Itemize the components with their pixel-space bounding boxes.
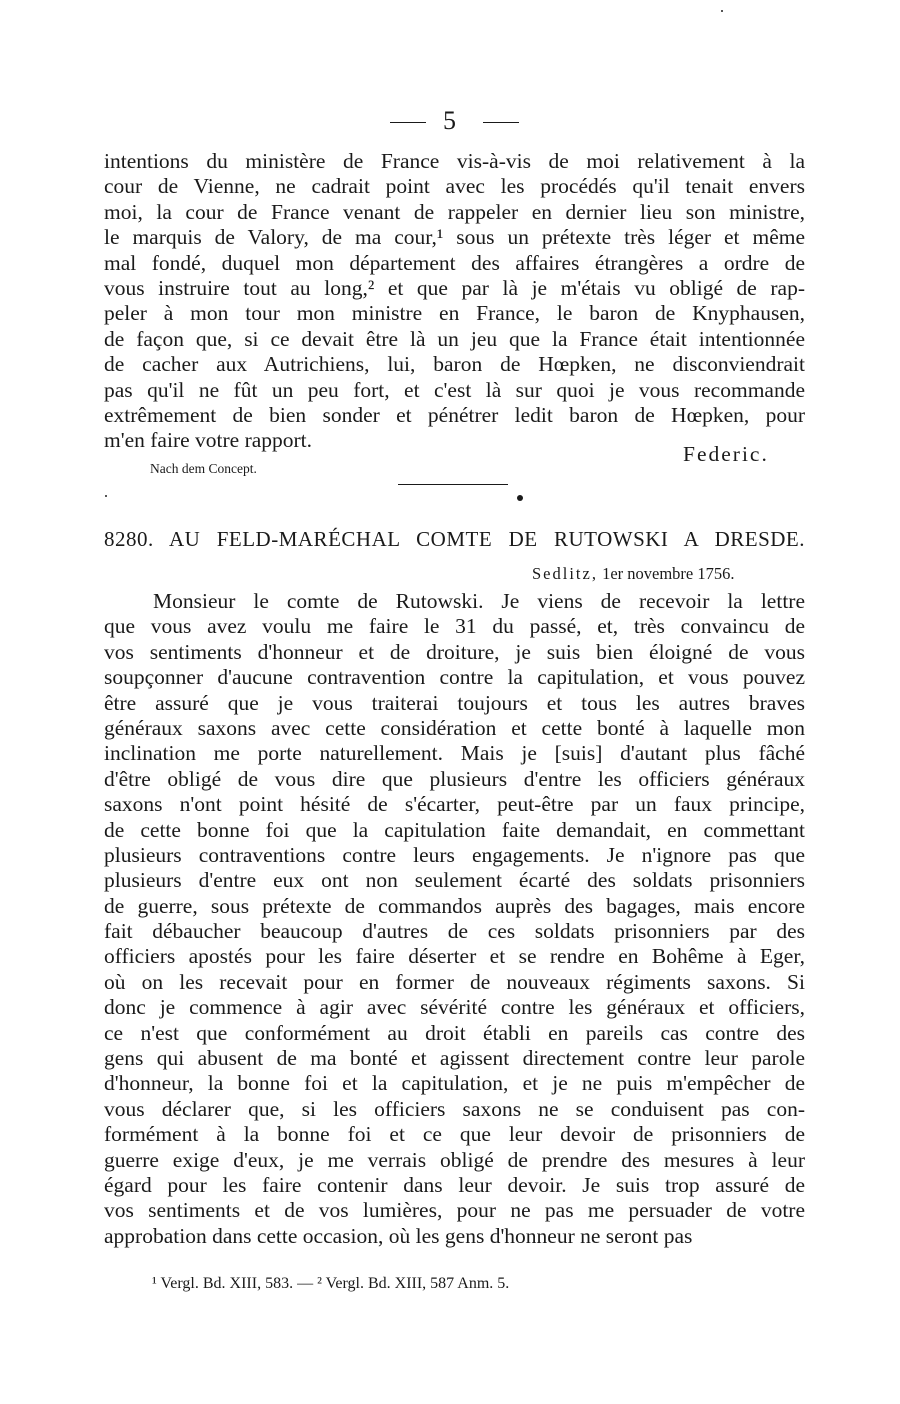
text-line: vos sentiments d'honneur et de droiture, je suis bien éloigné de vous	[104, 639, 805, 664]
text-line: de façon que, si ce devait être là un jeu que la France était intentionnée	[104, 326, 805, 351]
text-line: extrêmement de bien sonder et pénétrer ledit baron de Hœpken, pour	[104, 402, 805, 427]
letter2-body	[104, 589, 805, 1249]
print-speck	[105, 495, 107, 497]
text-line: de cacher aux Autrichiens, lui, baron de Hœpken, ne disconviendrait	[104, 352, 805, 377]
text-line: m'en faire votre rapport.	[104, 428, 313, 453]
dateline-date: 1er novembre 1756.	[602, 564, 735, 583]
text-line: ce n'est que conformément au droit établi en pareils cas contre des	[104, 1020, 805, 1045]
text-line: Monsieur le comte de Rutowski. Je viens de recevoir la lettre	[153, 589, 805, 613]
text-line: fait débaucher beaucoup d'autres de ces soldats prisonniers par des	[104, 919, 805, 944]
text-line: donc je commence à agir avec sévérité contre les généraux et officiers,	[104, 995, 805, 1020]
text-line: intentions du ministère de France vis-à-vis de moi relativement à la	[104, 149, 805, 173]
text-line: saxons n'ont point hésité de s'écarter, peut-être par un faux principe,	[104, 792, 805, 817]
text-line: plusieurs d'entre eux ont non seulement écarté des soldats prisonniers	[104, 868, 805, 893]
text-line: mal fondé, duquel mon département des affaires étrangères a ordre de	[104, 250, 805, 275]
text-line: égard pour les faire contenir dans leur devoir. Je suis trop assuré de	[104, 1172, 805, 1197]
text-line: vous déclarer que, si les officiers saxons ne se conduisent pas con-	[104, 1096, 805, 1121]
text-line: que vous avez voulu me faire le 31 du passé, et, très convaincu de	[104, 614, 805, 639]
text-line: vos sentiments et de vos lumières, pour ne pas me persuader de votre	[104, 1198, 805, 1223]
section-divider	[398, 484, 508, 485]
text-line: d'être obligé de vous dire que plusieurs d'entre les officiers généraux	[104, 766, 805, 791]
text-line: inclination me porte naturellement. Mais je [suis] d'autant plus fâché	[104, 741, 805, 766]
page-number: 5	[443, 106, 456, 135]
text-line: généraux saxons avec cette considération et cette bonté à laquelle mon	[104, 715, 805, 740]
text-line: le marquis de Valory, de ma cour,¹ sous un prétexte très léger et même	[104, 225, 805, 250]
text-line: soupçonner d'aucune contravention contre la capitulation, et vous pouvez	[104, 665, 805, 690]
text-line: cour de Vienne, ne cadrait point avec les procédés qu'il tenait envers	[104, 174, 805, 199]
divider-dot	[517, 495, 523, 501]
dateline-place: Sedlitz,	[532, 564, 598, 583]
text-line: formément à la bonne foi et ce que leur devoir de prisonniers de	[104, 1122, 805, 1147]
text-line: pas qu'il ne fût un peu fort, et c'est là sur quoi je vous recommande	[104, 377, 805, 402]
text-line: de guerre, sous prétexte de commandos auprès des bagages, mais encore	[104, 893, 805, 918]
text-line: d'honneur, la bonne foi et la capitulation, et je ne puis m'empêcher de	[104, 1071, 805, 1096]
header-dash-left	[390, 122, 426, 123]
text-line: gens qui abusent de ma bonté et agissent directement contre leur parole	[104, 1046, 805, 1071]
text-line: officiers apostés pour les faire déserter et se rendre en Bohême à Eger,	[104, 944, 805, 969]
text-line: peler à mon tour mon ministre en France, le baron de Knyphausen,	[104, 301, 805, 326]
letter1-body	[104, 149, 805, 454]
source-note: Nach dem Concept.	[150, 461, 257, 476]
print-speck	[721, 10, 723, 12]
text-line: plusieurs contraventions contre leurs engagements. Je n'ignore pas que	[104, 842, 805, 867]
text-line: vous instruire tout au long,² et que par là je m'étais vu obligé de rap-	[104, 275, 805, 300]
text-line: être assuré que je vous traiterai toujours et tous les autres braves	[104, 690, 805, 715]
text-line: guerre exige d'eux, je me verrais obligé de prendre des mesures à leur	[104, 1147, 805, 1172]
header-dash-right	[483, 122, 519, 123]
letter-title: 8280. AU FELD-MARÉCHAL COMTE DE RUTOWSKI A DRESDE.	[104, 527, 805, 551]
page-header	[0, 106, 900, 136]
signature: Federic.	[683, 442, 769, 466]
text-line: de cette bonne foi que la capitulation faite demandait, en commettant	[104, 817, 805, 842]
text-line: où on les recevait pour en former de nouveaux régiments saxons. Si	[104, 969, 805, 994]
text-line: approbation dans cette occasion, où les gens d'honneur ne seront pas	[104, 1223, 693, 1248]
dateline	[532, 564, 735, 584]
footnotes: ¹ Vergl. Bd. XIII, 583. — ² Vergl. Bd. XIII, 587 Anm. 5.	[152, 1275, 510, 1292]
text-line: moi, la cour de France venant de rappeler en dernier lieu son ministre,	[104, 199, 805, 224]
